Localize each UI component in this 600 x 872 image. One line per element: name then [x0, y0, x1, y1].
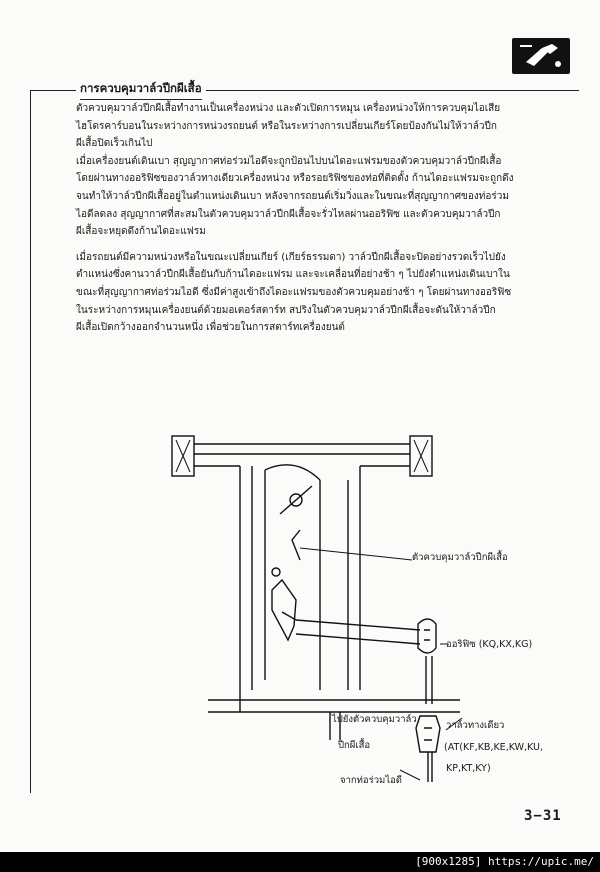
paragraph-4: ในระหว่างการหมุนเครื่องยนต์ด้วยมอเตอร์สตาร์ท สปริงในตัวควบคุมวาล์วปีกผีเสื้อจะดันให้วาล์วปีกผีเสื้อเปิดกว้างออกจำนวนหนึ่ง เพื่อช่วยในการสตาร์ทเครื่องยนต์	[76, 304, 496, 334]
label-to-controller-1: ไปยังตัวควบคุมวาล์ว	[332, 714, 417, 725]
label-models-2: KP,KT,KY)	[446, 763, 491, 774]
section-title: การควบคุมวาล์วปีกผีเสื้อ	[76, 80, 206, 98]
label-from-manifold: จากท่อร่วมไอดี	[340, 775, 402, 786]
footer-bar	[0, 852, 600, 872]
label-controller: ตัวควบคุมวาล์วปีกผีเสื้อ	[412, 552, 508, 563]
paragraph-1: ตัวควบคุมวาล์วปีกผีเสื้อทำงานเป็นเครื่องหน่วง และตัวเปิดการหมุน เครื่องหน่วงให้การควบคุมไอเสียไฮโดรคาร์บอนในระหว่างการหน่วงรถยนต์ หรือในระหว่างการเปลี่ยนเกียร์โดยป้องกันไม่ให้วาล์วปีกผีเสื้อปิดเร็วเกินไป	[76, 103, 501, 150]
paragraph-3: เมื่อรถยนต์มีความหน่วงหรือในขณะเปลี่ยนเกียร์ (เกียร์ธรรมดา) วาล์วปีกผีเสื้อจะปิดอย่างรวดเร็วไปยังตำแหน่งซึ่งคานวาล์วปีกผีเสื้อยันกับก้านไดอะแฟรม และจะเคลื่อนที่อย่างช้า ๆ ไปยังตำแหน่งเดินเบาในขณะที่สุญญากาศท่อร่วมไอดี ซึ่งมีค่าสูงเข้าถึงไดอะแฟรมของตัวควบคุมอย่างช้า ๆ โดยผ่านทางออริฟิซ	[76, 251, 512, 298]
label-one-way-valve: วาล์วทางเดียว	[446, 720, 505, 731]
label-to-controller-2: ปีกผีเสื้อ	[338, 740, 371, 751]
page-number: 3−31	[524, 808, 562, 824]
paragraph-2: เมื่อเครื่องยนต์เดินเบา สุญญากาศท่อร่วมไอดีจะถูกป้อนไปบนไดอะแฟรมของตัวควบคุมวาล์วปีกผีเสื้อ โดยผ่านทางออริฟิซของวาล์วทางเดียวเครื่องหน่วง หรือรอยริฟิซของท่อที่ติดตั้ง ก้านไดอะแฟรมจะถูกดึงจนทำให้วาล์วปีกผีเสื้ออยู่ในตำแหน่งเดินเบา หลังจากรถยนต์เริ่มวิ่งและในขณะที่สุญญากาศของท่อร่วมไอดีลดลง สุญญากาศที่สะสมในตัวควบคุมวาล์วปีกผีเสื้อจะรั่วไหลผ่านออริฟิซ และตัวควบคุมวาล์วปีกผีเสื้อจะหยุดดึงก้านไดอะแฟรม	[76, 155, 514, 238]
label-orifice: ออริฟิซ (KQ,KX,KG)	[446, 639, 533, 650]
label-models-1: (AT(KF,KB,KE,KW,KU,	[444, 742, 543, 753]
footer-text[interactable]: [900x1285] https://upic.me/	[415, 855, 594, 868]
